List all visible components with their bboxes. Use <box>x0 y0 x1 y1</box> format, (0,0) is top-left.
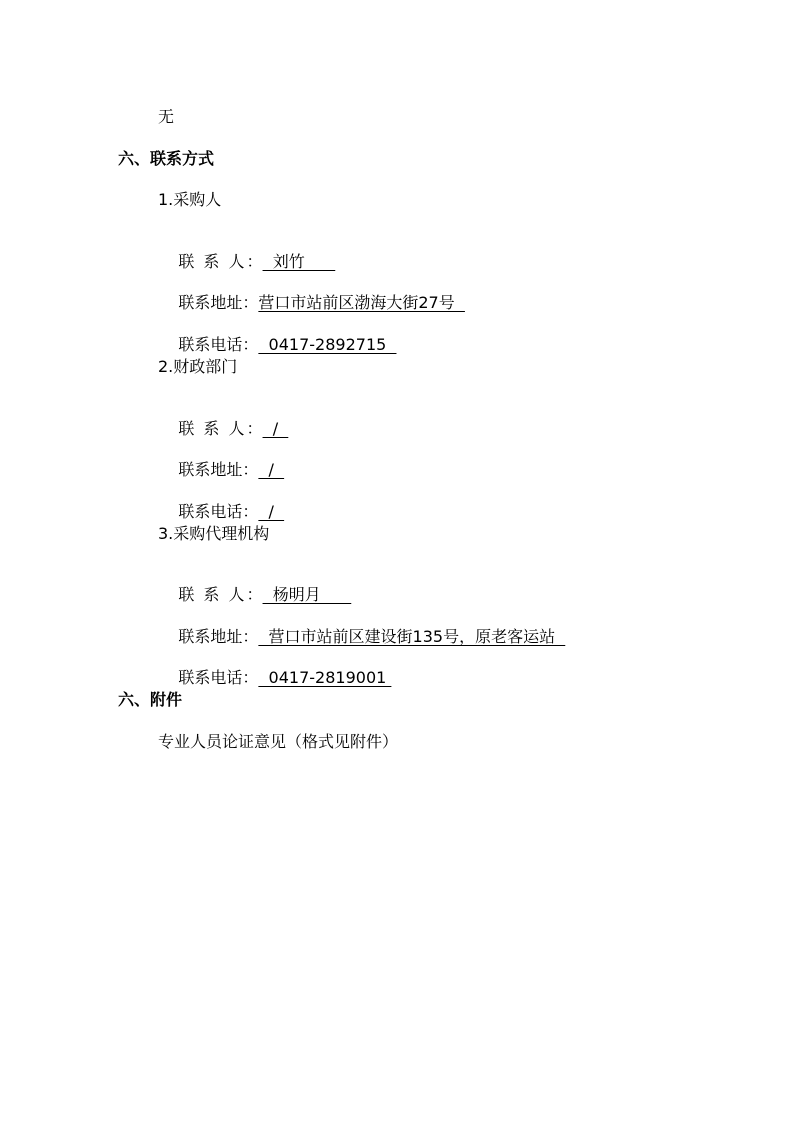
colon: ： <box>242 502 259 521</box>
subheading-finance: 2.财政部门 <box>158 357 238 376</box>
purchaser-address-value: 营口市站前区渤海大街27号 <box>258 293 465 312</box>
no-content-text: 无 <box>158 107 175 126</box>
agency-address-value: 营口市站前区建设街135号，原老客运站 <box>258 627 566 646</box>
agency-person-label: 联 系 人 <box>178 585 247 604</box>
purchaser-person-label: 联 系 人 <box>178 252 247 271</box>
subheading-purchaser: 1.采购人 <box>158 190 222 209</box>
purchaser-address-row <box>158 273 465 312</box>
finance-address-row <box>158 440 285 479</box>
colon: ： <box>242 627 259 646</box>
purchaser-person-value: 刘竹 <box>262 252 336 271</box>
agency-phone-value: 0417-2819001 <box>258 668 392 687</box>
colon: ： <box>242 460 259 479</box>
colon: ： <box>246 585 263 604</box>
agency-address-row <box>158 607 566 646</box>
agency-person-row <box>158 565 352 604</box>
section-heading-attachment: 六、附件 <box>118 690 183 709</box>
agency-person-value: 杨明月 <box>262 585 352 604</box>
colon: ： <box>246 419 263 438</box>
colon: ： <box>246 252 263 271</box>
purchaser-phone-value: 0417-2892715 <box>258 335 397 354</box>
finance-person-row <box>158 399 289 438</box>
agency-phone-label: 联系电话 <box>178 668 243 687</box>
finance-phone-value: / <box>258 502 285 521</box>
finance-person-value: / <box>262 419 289 438</box>
purchaser-address-label: 联系地址 <box>178 293 243 312</box>
attachment-text: 专业人员论证意见（格式见附件） <box>158 732 399 751</box>
finance-address-label: 联系地址 <box>178 460 243 479</box>
finance-address-value: / <box>258 460 285 479</box>
purchaser-phone-label: 联系电话 <box>178 335 243 354</box>
colon: ： <box>242 335 259 354</box>
finance-phone-row <box>158 482 285 521</box>
purchaser-phone-row <box>158 315 397 354</box>
colon: ： <box>242 293 259 312</box>
agency-address-label: 联系地址 <box>178 627 243 646</box>
finance-person-label: 联 系 人 <box>178 419 247 438</box>
agency-phone-row <box>158 648 392 687</box>
colon: ： <box>242 668 259 687</box>
finance-phone-label: 联系电话 <box>178 502 243 521</box>
section-heading-contact: 六、联系方式 <box>118 149 215 168</box>
purchaser-person-row <box>158 232 336 271</box>
subheading-agency: 3.采购代理机构 <box>158 524 270 543</box>
